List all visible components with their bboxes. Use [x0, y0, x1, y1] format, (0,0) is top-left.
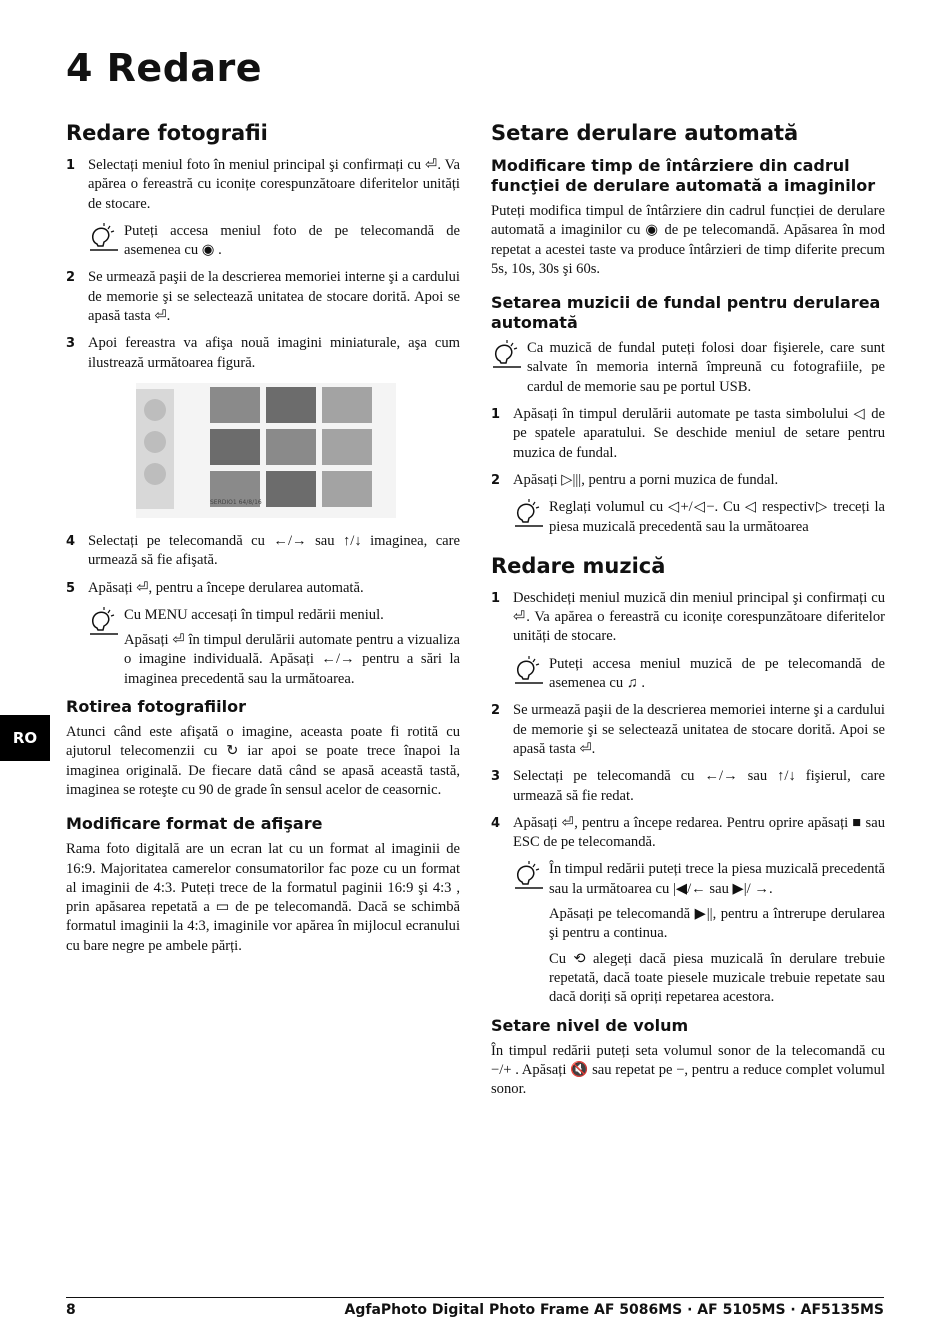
heading-redare-muzica: Redare muzică	[491, 553, 666, 578]
heading-muzica-fundal: Setarea muzicii de fundal pentru derularea automată	[491, 293, 881, 333]
tip-note	[513, 498, 885, 537]
step-4	[66, 532, 460, 571]
thumbnail	[322, 429, 372, 465]
play-step-3	[491, 767, 885, 806]
language-tab: RO	[0, 715, 50, 761]
tip-text: Cu ⟲ alegeți dacă piesa muzicală în derulare trebuie repetată, dacă toate piesele muzicale trebuie repetate sau dacă doriți să opriți repetarea acestora.	[549, 950, 885, 1006]
card-icon	[144, 399, 166, 421]
music-step-1	[491, 405, 885, 463]
thumbnail	[266, 429, 316, 465]
step-number: 4	[491, 815, 501, 831]
step-1	[66, 156, 460, 214]
tip-text: Apăsați ⏎ în timpul derulării automate pentru a vizualiza o imagine individuală. Apăsați ←/→ pentru a sări la imaginea precedentă sau la următoarea.	[124, 632, 460, 687]
thumbnail	[210, 429, 260, 465]
step-text: Deschideți meniul muzică din meniul principal şi confirmați cu ⏎. Va apărea o fereastră cu iconițe corespunzătoare diferitelor unități de stocare.	[513, 589, 885, 645]
tip-note	[513, 655, 885, 694]
footer-divider	[66, 1297, 884, 1298]
step-number: 5	[66, 580, 76, 596]
step-text: Selectați pe telecomandă cu ←/→ sau ↑/↓ imaginea, care urmează să fie afişată.	[88, 532, 460, 569]
right-column	[491, 120, 885, 1107]
tip-note	[513, 860, 885, 1007]
footer-title: AgfaPhoto Digital Photo Frame AF 5086MS · AF 5105MS · AF5135MS	[344, 1302, 884, 1318]
lightbulb-icon	[491, 339, 523, 369]
step-2	[66, 268, 460, 326]
page-number: 8	[66, 1302, 76, 1318]
lightbulb-icon	[88, 222, 120, 252]
tip-note	[88, 222, 460, 261]
tip-text: Puteți accesa meniul muzică de pe telecomandă de asemenea cu ♫ .	[549, 655, 885, 692]
step-text: Se urmează paşii de la descrierea memoriei interne şi a cardului de memorie şi se selectează unitatea de stocare dorită. Apoi se apasă tasta ⏎.	[88, 269, 460, 325]
tip-text: Puteți accesa meniul foto de pe telecomandă de asemenea cu ◉ .	[124, 222, 460, 259]
heading-rotirea-fotografiilor: Rotirea fotografiilor	[66, 697, 246, 717]
play-step-2	[491, 701, 885, 759]
step-number: 1	[491, 590, 501, 606]
thumbnail	[322, 471, 372, 507]
step-5	[66, 579, 460, 598]
step-number: 4	[66, 533, 76, 549]
usb-icon	[144, 463, 166, 485]
lightbulb-icon	[513, 498, 545, 528]
step-text: Apăsați ▷|||, pentru a porni muzica de fundal.	[513, 471, 779, 488]
memory-icon	[144, 431, 166, 453]
step-number: 2	[66, 270, 76, 286]
step-text: Selectați meniul foto în meniul principal şi confirmați cu ⏎. Va apărea o fereastră cu iconițe corespunzătoare diferitelor unități de stocare.	[88, 157, 460, 212]
figure-caption: SERDIO1 64/8/16	[210, 498, 262, 506]
lightbulb-icon	[513, 655, 545, 685]
thumbnail-figure	[136, 383, 396, 518]
step-text: Apăsați în timpul derulării automate pe tasta simbolului ◁ de pe spatele aparatului. Se deschide meniul de setare pentru muzica de fundal.	[513, 406, 885, 461]
heading-setare-nivel-volum: Setare nivel de volum	[491, 1015, 689, 1035]
lightbulb-icon	[88, 606, 120, 636]
tip-text: Reglați volumul cu ◁+/◁−. Cu ◁ respectiv▷ treceți la piesa muzicală precedentă sau la următoarea	[549, 499, 885, 535]
thumbnail	[322, 387, 372, 423]
paragraph-rotire: Atunci când este afişată o imagine, aceasta poate fi rotită cu ajutorul telecomenzii cu ↻ iar apoi se poate trece înapoi la imaginea originală. De fiecare dată când se apasă această tastă, imaginea se roteşte cu 90 de grade în sensul acelor de ceasornic.	[66, 724, 460, 798]
tip-note	[491, 339, 885, 397]
step-number: 2	[491, 472, 501, 488]
thumbnail	[266, 471, 316, 507]
step-number: 1	[66, 158, 76, 173]
lightbulb-icon	[513, 860, 545, 890]
storage-icons-sidebar	[136, 389, 174, 509]
tip-text: În timpul redării puteți trece la piesa muzicală precedentă sau la următoarea cu |◀/← sau ▶|/ →.	[549, 861, 885, 897]
step-number: 3	[491, 769, 501, 785]
step-text: Se urmează paşii de la descrierea memoriei interne şi a cardului de memorie şi se selectează unitatea de stocare dorită. Apoi se apasă tasta ⏎.	[513, 702, 885, 757]
left-column	[66, 120, 460, 964]
tip-text: Apăsați pe telecomandă ▶||, pentru a întrerupe derularea şi pentru a continua.	[549, 906, 885, 942]
tip-note	[88, 606, 460, 689]
step-3	[66, 334, 460, 373]
thumbnail-grid	[210, 387, 380, 507]
chapter-title: 4 Redare	[66, 46, 263, 90]
heading-modificare-format: Modificare format de afişare	[66, 814, 323, 834]
heading-modificare-timp: Modificare timp de întârziere din cadrul funcţiei de derulare automată a imaginilor	[491, 156, 876, 195]
heading-redare-fotografii: Redare fotografii	[66, 121, 268, 145]
tip-text: Ca muzică de fundal puteți folosi doar fişierele, care sunt salvate în memoria internă împreună cu fotografiile, pe cardul de memorie sau pe portul USB.	[527, 340, 885, 395]
step-number: 3	[66, 336, 76, 352]
step-number: 2	[491, 703, 501, 719]
play-step-4	[491, 814, 885, 853]
step-text: Apăsați ⏎, pentru a începe derularea automată.	[88, 579, 364, 596]
play-step-1	[491, 589, 885, 647]
paragraph-format: Rama foto digitală are un ecran lat cu un format al imaginii de 16:9. Majoritatea camerelor consumatorilor fac poze cu un format al imaginii de 4:3. Puteți trece de la formatul paginii 16:9 şi 4:3 , prin apăsarea repetată a ▭ de pe telecomandă. Dacă se schimbă formatul imaginii la 4:3, imaginile vor apărea în mijlocul ecranului cu bare negre pe ambele părți.	[66, 841, 460, 954]
music-step-2	[491, 471, 885, 490]
step-text: Apoi fereastra va afişa nouă imagini miniaturale, aşa cum ilustrează următoarea figură.	[88, 335, 460, 371]
paragraph-timp: Puteți modifica timpul de întârziere din cadrul funcției de derulare automată a imaginilor cu ◉ de pe telecomandă. Apăsarea în mod repetat a acestei taste va produce întârzieri de timp diferite precum 5s, 10s, 30s şi 60s.	[491, 203, 885, 277]
tip-text: Cu MENU accesați în timpul redării meniul.	[124, 606, 384, 623]
thumbnail	[210, 387, 260, 423]
heading-setare-derulare: Setare derulare automată	[491, 121, 799, 145]
step-text: Apăsați ⏎, pentru a începe redarea. Pentru oprire apăsați ■ sau ESC de pe telecomandă.	[513, 814, 885, 851]
thumbnail	[266, 387, 316, 423]
step-text: Selectați pe telecomandă cu ←/→ sau ↑/↓ fişierul, care urmează să fie redat.	[513, 768, 885, 804]
paragraph-nivel: În timpul redării puteți seta volumul sonor de la telecomandă cu −/+ . Apăsați 🔇 sau repetat pe −, pentru a reduce complet volumul sonor.	[491, 1042, 885, 1098]
step-number: 1	[491, 407, 501, 423]
